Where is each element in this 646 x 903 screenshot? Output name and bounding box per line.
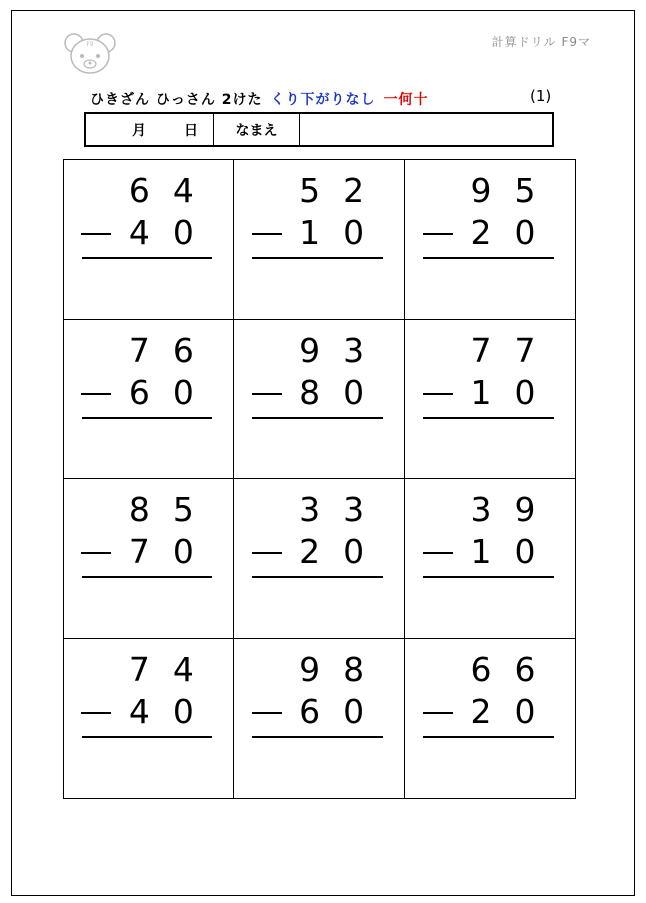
minus-sign [73,535,117,568]
minuend [117,171,205,210]
minuend-digit: 9 [299,330,321,370]
answer-line [423,576,554,578]
minuend-digit: 8 [343,649,365,689]
minuend-digit: 7 [128,649,150,689]
minuend-digit: 6 [470,649,492,689]
subtrahend [244,691,376,731]
minuend [459,490,547,529]
problem-cell[interactable] [64,639,234,799]
minuend [459,171,547,210]
subtrahend-digit: 0 [514,532,536,571]
answer-line [252,417,382,419]
problem-cell[interactable] [64,320,234,480]
answer-line [423,417,554,419]
date-field[interactable] [86,114,214,145]
answer-line [82,257,212,259]
minuend-digit: 4 [172,649,194,689]
sheet-number: (1) [530,87,552,105]
subtrahend [244,213,376,252]
subtrahend-digit: 0 [343,691,365,731]
minuend-digit: 6 [514,649,536,689]
minuend-digit: 3 [343,330,365,370]
subtrahend-digit: 0 [172,213,194,252]
answer-line [423,257,554,259]
subtrahend [73,213,205,252]
day-label: 日 [184,122,198,139]
minuend-digit: 2 [343,171,365,210]
subtrahend-digit: 0 [514,213,536,252]
subtrahend-digit: 6 [128,372,150,412]
subtrahend-digit: 0 [172,372,194,412]
subtrahend-digit: 4 [128,213,150,252]
minuend [459,649,547,689]
subtrahend [73,372,205,412]
minuend-digit: 4 [172,171,194,210]
minuend-digit: 9 [299,649,321,689]
name-field[interactable] [300,114,552,145]
problem-cell[interactable] [234,160,404,320]
minus-sign [415,535,459,568]
minuend-digit: 9 [514,490,536,529]
subtrahend [415,532,547,571]
minuend-digit: 8 [128,490,150,529]
minuend-digit: 6 [172,330,194,370]
subtrahend-digit: 2 [299,532,321,571]
problem-cell[interactable] [405,639,575,799]
minuend-digit: 7 [514,330,536,370]
brand-label: 計算ドリル F9マ [491,35,591,49]
subtrahend-digit: 0 [343,532,365,571]
minuend-digit: 5 [172,490,194,529]
problem-cell[interactable] [405,479,575,639]
answer-line [252,736,382,738]
answer-line [82,736,212,738]
svg-text:F9: F9 [86,41,94,48]
minuend [459,330,547,370]
subtrahend-digit: 7 [128,532,150,571]
minuend-digit: 5 [299,171,321,210]
subtrahend-digit: 2 [470,213,492,252]
minuend [288,490,376,529]
subtrahend-digit: 1 [470,372,492,412]
subtrahend-digit: 8 [299,372,321,412]
subtrahend-digit: 0 [343,213,365,252]
minuend-digit: 9 [470,171,492,210]
answer-line [82,417,212,419]
subtrahend-digit: 0 [172,691,194,731]
minuend-digit: 5 [514,171,536,210]
name-date-row [84,112,554,147]
minuend-digit: 3 [299,490,321,529]
minuend-digit: 7 [470,330,492,370]
subtrahend-digit: 0 [343,372,365,412]
minus-sign [415,376,459,409]
minus-sign [73,376,117,409]
minus-sign [73,216,117,249]
problem-cell[interactable] [234,639,404,799]
subtrahend-digit: 0 [514,372,536,412]
minus-sign [244,216,288,249]
minuend [288,649,376,689]
minus-sign [73,695,117,728]
subtrahend-digit: 2 [470,691,492,731]
minus-sign [244,535,288,568]
minus-sign [244,376,288,409]
minuend-digit: 6 [128,171,150,210]
subtrahend [415,691,547,731]
name-label: なまえ [214,114,300,145]
subtrahend [415,213,547,252]
subtrahend [244,532,376,571]
minuend-digit: 7 [128,330,150,370]
worksheet-title [90,89,429,109]
subtrahend [244,372,376,412]
title-main: ひきざん ひっさん 2けた [90,92,263,108]
minuend [117,330,205,370]
subtrahend-digit: 1 [299,213,321,252]
problem-cell[interactable] [405,320,575,480]
subtrahend [415,372,547,412]
subtrahend-digit: 4 [128,691,150,731]
subtrahend-digit: 1 [470,532,492,571]
month-label: 月 [132,122,146,139]
minuend [288,171,376,210]
bear-face-icon [62,32,118,76]
answer-line [423,736,554,738]
problem-cell[interactable] [405,160,575,320]
minuend [117,649,205,689]
answer-line [252,576,382,578]
minuend-digit: 3 [470,490,492,529]
subtrahend [73,691,205,731]
problem-grid [63,159,576,799]
subtrahend-digit: 0 [514,691,536,731]
minuend [117,490,205,529]
title-tens: 一何十 [383,92,429,108]
minus-sign [244,695,288,728]
problem-cell[interactable] [64,479,234,639]
minuend [288,330,376,370]
answer-line [82,576,212,578]
minus-sign [415,216,459,249]
subtrahend-digit: 0 [172,532,194,571]
problem-cell[interactable] [64,160,234,320]
minus-sign [415,695,459,728]
minuend-digit: 3 [343,490,365,529]
problem-cell[interactable] [234,320,404,480]
problem-cell[interactable] [234,479,404,639]
answer-line [252,257,382,259]
subtrahend-digit: 6 [299,691,321,731]
subtrahend [73,532,205,571]
title-no-borrow: くり下がりなし [270,92,376,108]
